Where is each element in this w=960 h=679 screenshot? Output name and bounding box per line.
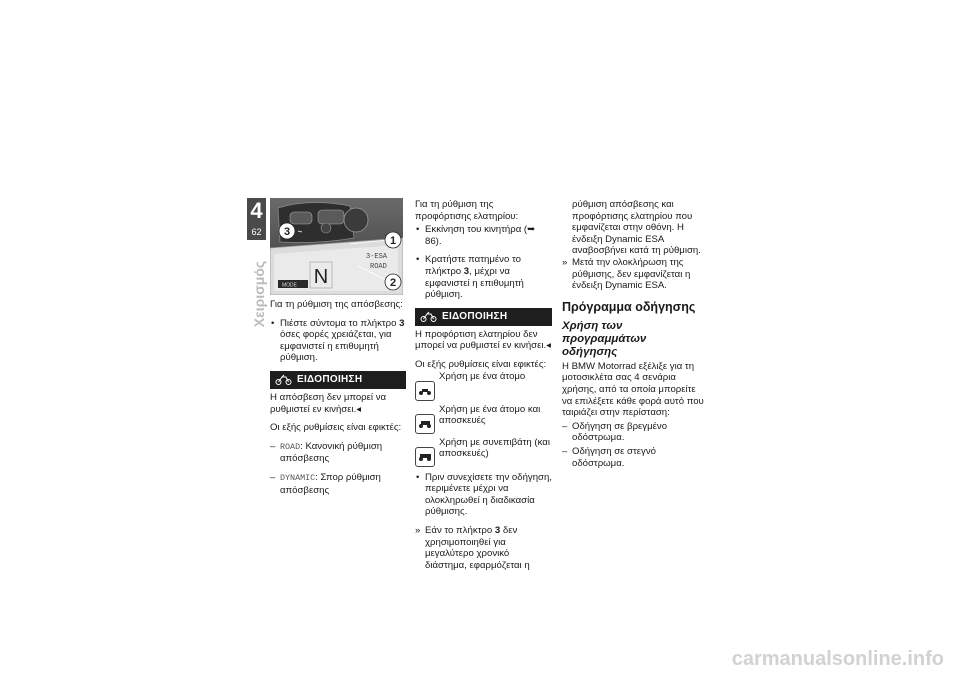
column-1 (270, 299, 406, 503)
notice-title: ΕΙΔΟΠΟΙΗΣΗ (442, 310, 508, 322)
setting-dynamic: – DYNAMIC: Σπορ ρύθμιση απόσβεσης (270, 472, 406, 496)
section-subheading: Χρήση των προγραμμάτων οδήγησης (562, 319, 647, 358)
column-3 (562, 199, 704, 476)
setting-rider-luggage: Χρήση με ένα άτομο και αποσκευές (415, 406, 552, 434)
preload-step-2: • Κρατήστε πατημένο το πλήκτρο 3, μέχρι να εμφανιστεί η επιθυμητή ρύθμιση. (415, 254, 552, 300)
display-mode: ROAD (370, 263, 387, 271)
page-number: 62 (251, 227, 262, 237)
notice-title: ΕΙΔΟΠΟΙΗΣΗ (297, 374, 363, 386)
preload-intro: Για τη ρύθμιση της προφόρτισης ελατηρίου: (415, 199, 519, 222)
damping-step: • Πιέστε σύντομα το πλήκτρο 3 όσες φορές χρειάζεται, για εμφανιστεί η επιθυμητή ρύθμιση. (270, 318, 406, 364)
callout-3: 3 (283, 226, 291, 238)
gear-indicator: N (313, 266, 329, 288)
riding-modes-body: Η BMW Motorrad εξέλιξε για τη μοτοσικλέτα σας 4 σενάρια χρήσης, από τα οποία μπορείτε να επιλέξετε κάθε φορά αυτό που ταιριάζει στην περίσταση: (562, 360, 704, 419)
motorcycle-icon (275, 374, 292, 385)
rider-icon (415, 381, 435, 401)
section-heading: Πρόγραμμα οδήγησης (562, 299, 696, 314)
settings-intro: Οι εξής ρυθμίσεις είναι εφικτές: (270, 422, 402, 434)
handlebar-display-figure (270, 198, 403, 295)
notice-banner (270, 371, 406, 389)
display-esa: 3-ESA (366, 253, 388, 261)
mode-button (290, 212, 312, 224)
watermark: carmanualsonline.info (731, 648, 944, 670)
preload-step-1: • Εκκίνηση του κινητήρα (➥ 86). (415, 224, 552, 247)
timeout-note-continued: ρύθμιση απόσβεσης και προφόρτισης ελατηρίου που εμφανίζεται στην οθόνη. Η ένδειξη Dynamic ESA αναβοσβήνει κατά τη ρύθμιση. (572, 199, 701, 257)
notice-text: Η προφόρτιση ελατηρίου δεν μπορεί να ρυθμιστεί εν κινήσει.◂ (415, 328, 551, 352)
setting-rider: Χρήση με ένα άτομο (415, 373, 552, 401)
timeout-note: » Εάν το πλήκτρο 3 δεν χρησιμοποιηθεί για μεγαλύτερο χρονικό διάστημα, εφαρμόζεται η (415, 525, 552, 571)
damping-intro: Για τη ρύθμιση της απόσβεσης: (270, 299, 403, 310)
side-title: Χειρισμός (251, 260, 267, 328)
notice-text: Η απόσβεση δεν μπορεί να ρυθμιστεί εν κινήσει.◂ (270, 391, 387, 415)
callout-1: 1 (389, 235, 397, 247)
setting-road: – ROAD: Κανονική ρύθμιση απόσβεσης (270, 441, 406, 465)
passenger-icon (415, 447, 435, 467)
handlebar-illustration (270, 198, 403, 295)
wait-note: • Πριν συνεχίσετε την οδήγηση, περιμένετε μέχρι να ολοκληρωθεί η διαδικασία ρύθμισης. (415, 472, 552, 518)
chapter-number: 4 (250, 198, 263, 223)
setting-passenger: Χρήση με συνεπιβάτη (και αποσκευές) (415, 439, 552, 467)
display-label-mode: MODE (282, 282, 297, 289)
motorcycle-icon (420, 311, 437, 322)
notice-banner (415, 308, 552, 326)
mode-dry: – Οδήγηση σε στεγνό οδόστρωμα. (562, 446, 704, 469)
callout-2: 2 (389, 277, 397, 289)
rider-luggage-icon (415, 414, 435, 434)
mode-wet: – Οδήγηση σε βρεγμένο οδόστρωμα. (562, 421, 704, 444)
esa-result-note: » Μετά την ολοκλήρωση της ρύθμισης, δεν εμφανίζεται η ένδειξη Dynamic ESA. (562, 257, 704, 292)
settings-intro: Οι εξής ρυθμίσεις είναι εφικτές: (415, 358, 547, 370)
column-2 (415, 199, 552, 578)
